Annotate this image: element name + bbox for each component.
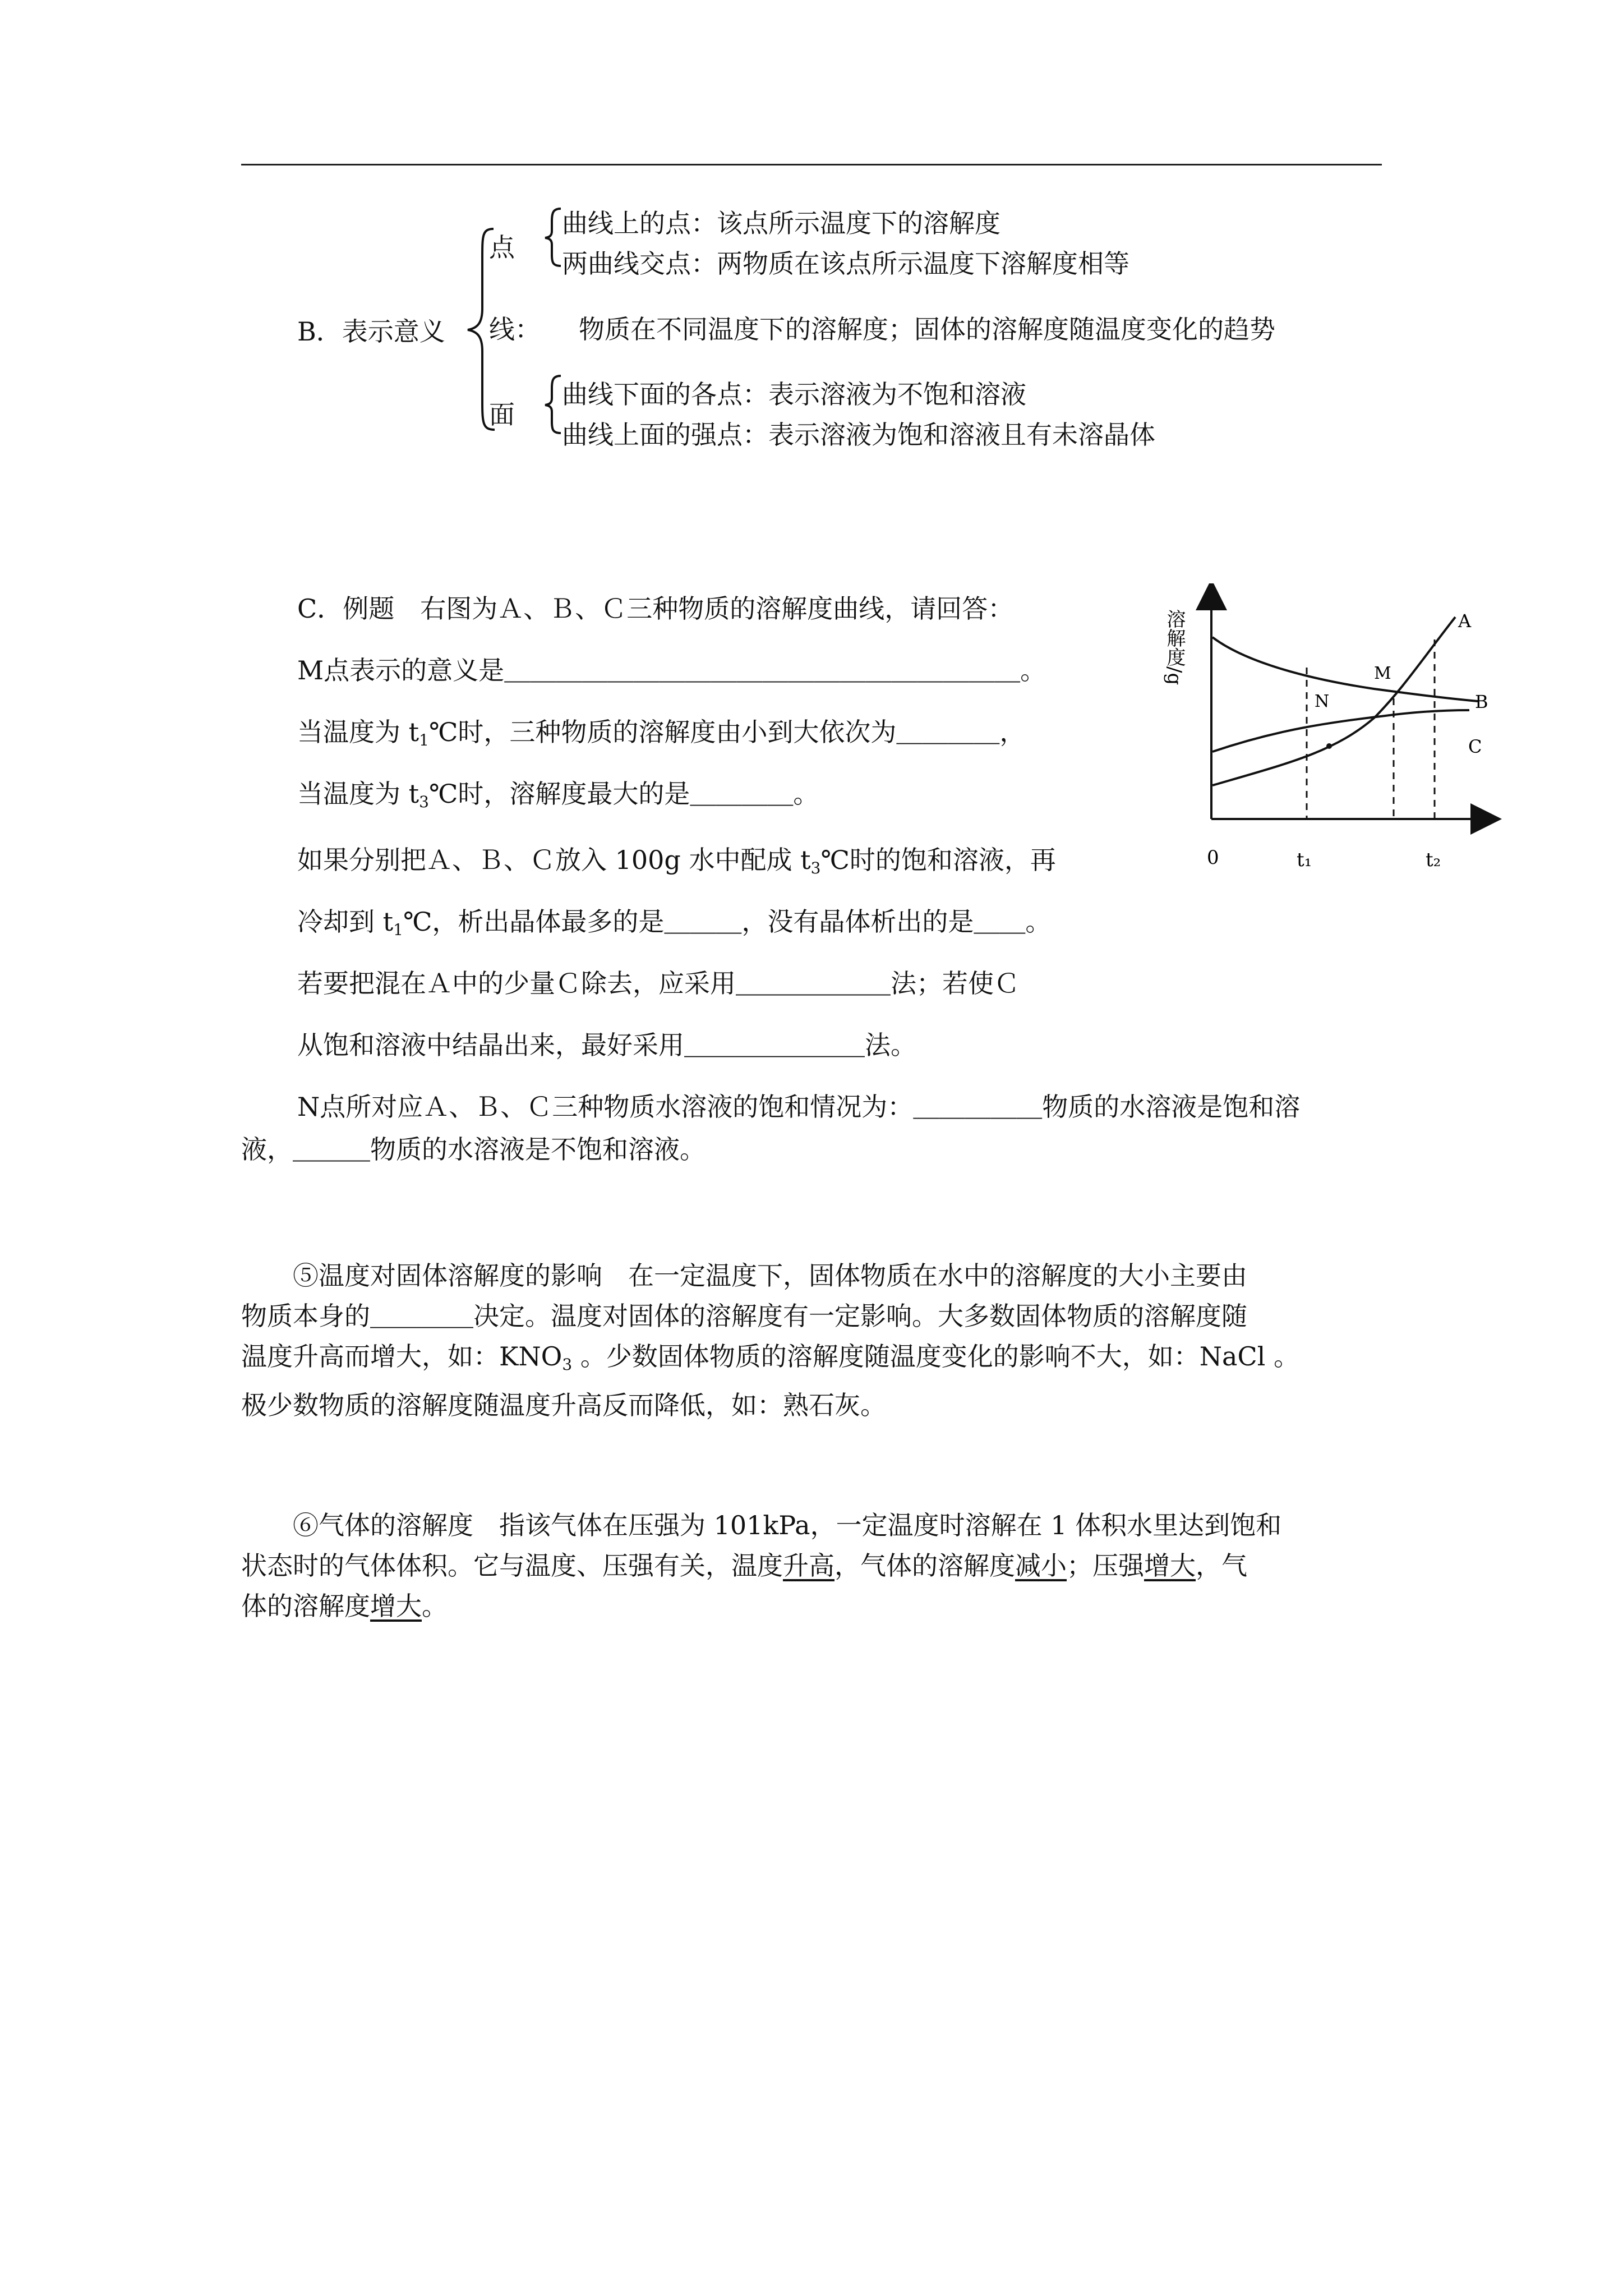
section-6-line-2: 状态时的气体体积。它与温度、压强有关，温度升高，气体的溶解度减小；压强增大，气 xyxy=(241,1550,1247,1581)
curve-c xyxy=(1212,710,1469,752)
section-5-line-1: ⑤温度对固体溶解度的影响 在一定温度下，固体物质在水中的溶解度的大小主要由 xyxy=(293,1260,1247,1291)
section-6-line-3: 体的溶解度增大。 xyxy=(241,1591,448,1621)
point-item-1: 曲线上的点：该点所示温度下的溶解度 xyxy=(562,208,1000,238)
x-tick-t2: t₂ xyxy=(1426,849,1441,871)
curve-a-label: A xyxy=(1458,610,1472,632)
question-m-point: M点表示的意义是＿＿＿＿＿＿＿＿＿＿＿＿＿＿＿＿＿＿＿＿。 xyxy=(297,655,1046,685)
section-6-line-1: ⑥气体的溶解度 指该气体在压强为 101kPa，一定温度时溶解在 1 体积水里达到饱和 xyxy=(293,1510,1282,1540)
section-6-paragraph xyxy=(241,1505,1385,1626)
curve-c-label: C xyxy=(1468,736,1482,757)
line-label: 线： xyxy=(489,314,541,344)
example-intro: C．例题 右图为Ａ、Ｂ、Ｃ三种物质的溶解度曲线，请回答： xyxy=(297,593,1014,624)
section-b-label: B．表示意义 xyxy=(297,316,445,347)
point-n-label: N xyxy=(1315,692,1330,711)
area-item-2: 曲线上面的强点：表示溶液为饱和溶液且有未溶晶体 xyxy=(562,420,1155,450)
line-text: 物质在不同温度下的溶解度；固体的溶解度随温度变化的趋势 xyxy=(579,314,1275,344)
curve-a xyxy=(1212,617,1455,785)
point-item-2: 两曲线交点：两物质在该点所示温度下溶解度相等 xyxy=(562,249,1129,279)
curve-b xyxy=(1212,637,1478,701)
curve-b-label: B xyxy=(1475,691,1488,712)
area-item-1: 曲线下面的各点：表示溶液为不饱和溶液 xyxy=(562,379,1026,409)
origin-label: 0 xyxy=(1207,846,1219,869)
point-m-label: M xyxy=(1374,664,1391,683)
y-axis-label: 溶解度/g xyxy=(1163,609,1186,685)
point-label: 点 xyxy=(489,232,515,263)
point-brace-icon xyxy=(542,206,564,268)
area-label: 面 xyxy=(489,399,515,430)
section-5-line-2: 物质本身的＿＿＿＿决定。温度对固体的溶解度有一定影响。大多数固体物质的溶解度随 xyxy=(241,1301,1247,1331)
question-cooling-line2: 冷却到 $t_1℃$，析出晶体最多的是＿＿＿，没有晶体析出的是＿＿。 xyxy=(297,907,1052,939)
section-5-paragraph xyxy=(241,1255,1385,1425)
question-separation-line2: 从饱和溶液中结晶出来，最好采用＿＿＿＿＿＿＿法。 xyxy=(297,1030,916,1060)
question-n-point-line2: 液，＿＿＿物质的水溶液是不饱和溶液。 xyxy=(241,1134,706,1165)
area-brace-icon xyxy=(542,374,564,435)
question-separation-line1: 若要把混在Ａ中的少量Ｃ除去，应采用＿＿＿＿＿＿法；若使Ｃ xyxy=(297,968,1020,999)
question-t3-max: 当温度为 $t_3℃$时，溶解度最大的是＿＿＿＿。 xyxy=(297,779,819,811)
x-tick-t1: t₁ xyxy=(1297,849,1312,871)
question-n-point-line1: N点所对应Ａ、Ｂ、Ｃ三种物质水溶液的饱和情况为：＿＿＿＿＿物质的水溶液是饱和溶 xyxy=(297,1092,1301,1122)
question-cooling-line1: 如果分别把Ａ、Ｂ、Ｃ放入 100g 水中配成 $t_3℃$时的饱和溶液，再 xyxy=(297,845,1056,877)
section-5-line-4: 极少数物质的溶解度随温度升高反而降低，如：熟石灰。 xyxy=(241,1390,886,1420)
solubility-chart xyxy=(1150,583,1509,886)
point-n-marker xyxy=(1326,743,1332,749)
section-5-line-3: 温度升高而增大，如：$KNO_3$ 。少数固体物质的溶解度随温度变化的影响不大，如：NaCl 。 xyxy=(241,1341,1299,1374)
question-t1-order: 当温度为 $t_1℃$时，三种物质的溶解度由小到大依次为＿＿＿＿， xyxy=(297,717,1026,749)
header-rule xyxy=(241,164,1382,165)
